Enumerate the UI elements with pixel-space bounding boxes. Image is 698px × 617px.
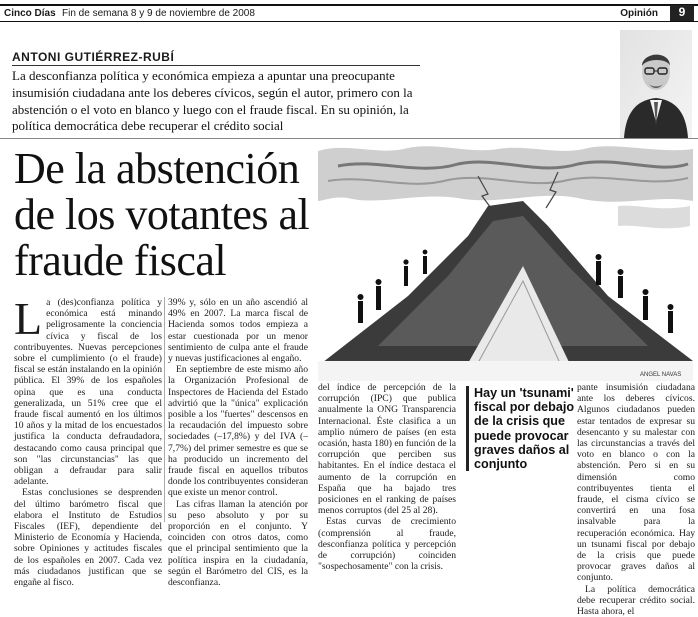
author-divider (12, 65, 420, 66)
intro-divider (0, 138, 698, 139)
article-column-1 (14, 293, 162, 589)
article-headline: De la abstención de los votantes al fraude fiscal (14, 144, 310, 285)
issue-date: Fin de semana 8 y 9 de noviembre de 2008 (62, 8, 255, 19)
page-header-bar (0, 4, 698, 22)
column-1-paragraph-1: La (des)confianza política y económica está minando peligrosamente la conciencia cívica y fiscal de los contribuyentes. Nuevas percepciones sobre el cumplimiento (o el fraude) fiscal se están instalando en la opinión pública. El 39% de los españoles opina que es una conducta generalizada, un 51% cree que el fraude fiscal aumentó en los últimos 10 años y la mitad de los encuestados justifica la conducta defraudadora, destacando como causa principal que son "las circunstancias" las que obligan a defraudar para salir adelante. (14, 293, 162, 488)
article-column-2 (168, 297, 308, 589)
editorial-illustration (318, 146, 693, 381)
column-1-paragraph-2: Estas conclusiones se desprenden del último barómetro fiscal que elabora el Instituto de Estudios Fiscales (IEF), dependiente del Ministerio de Economía y Hacienda, sobre Opiniones y actitudes fiscales de los españoles en 2007. Cada vez más ciudadanos justifican que se engañe al fisco. (14, 487, 162, 589)
article-column-3 (318, 382, 456, 573)
column-4-paragraph-1: pante insumisión ciudadana ante los deberes cívicos. Algunos ciudadanos pueden estar tentados de expresar su desencanto y su malestar con las circunstancias a través del voto en blanco o con la abstención. Pero si en su dimensión como contribuyentes tienta el fraude, el cisma cívico se convertirá en una fosa insalvable para la recuperación económica. Hay un tsunami fiscal por debajo de la crisis que puede provocar graves daños al conjunto. (577, 382, 695, 584)
article-intro: La desconfianza política y económica empieza a apuntar una preocupante insumisión ciudadana ante los deberes cívicos, según el autor, primero con la abstención o el voto en blanco y luego con el fraude fiscal. En su opinión, la política democrática debe recuperar el crédito social (12, 68, 413, 134)
section-name: Opinión (620, 8, 658, 19)
article-column-4 (577, 382, 695, 617)
column-3-paragraph-2: Estas curvas de crecimiento (comprensión al fraude, desconfianza política y percepción de corrupción) coinciden "sospechosamente" con la crisis. (318, 516, 456, 573)
column-2-paragraph-2: En septiembre de este mismo año la Organización Profesional de Inspectores de Hacienda del Estado advirtió que la "única" explicación posible a los "fuertes" descensos en la recaudación del impuesto sobre sociedades (–17,8%) y del IVA (–7,7%) del primer semestre es que se ha producido un incremento del fraude fiscal en aquellos tributos donde los contribuyentes consideran que existe un menor control. (168, 364, 308, 499)
column-divider (164, 297, 165, 522)
column-4-paragraph-2: La política democrática debe recuperar crédito social. Hasta ahora, el (577, 583, 695, 617)
column-2-paragraph-1: 39% y, sólo en un año ascendió al 49% en 2007. La marca fiscal de Hacienda somos todos empieza a estar cuestionada por un menor sentimiento de culpa ante el fraude y nuevas justificaciones al engaño. (168, 297, 308, 365)
pull-quote: Hay un 'tsunami' fiscal por debajo de la crisis que puede provocar graves daños al conjunto (466, 386, 578, 471)
author-name: ANTONI GUTIÉRREZ-RUBÍ (12, 50, 175, 64)
publication-name: Cinco Días (4, 8, 56, 19)
drop-cap: L (14, 293, 43, 344)
illustration-credit: ANGEL NAVAS (640, 372, 682, 378)
column-3-paragraph-1: del índice de percepción de la corrupción (IPC) que publica anualmente la ONG Transparencia Internacional. Éste clasifica a un amplio número de países (en esta ocasión, hasta 180) en función de la corrupción que perciben sus habitantes. En el índice destaca el aumento de la corrupción en España que ha bajado tres posiciones en el ranking de países menos corruptos (del 25 al 28). (318, 382, 456, 517)
column-2-paragraph-3: Las cifras llaman la atención por su peso absoluto y por su proporción en el conjunto. Y coinciden con otros datos, como que el principal sentimiento que la política inspira en la ciudadanía, según el Barómetro del CIS, es la desconfianza. (168, 498, 308, 589)
author-portrait (620, 30, 692, 138)
page-number: 9 (670, 5, 694, 21)
